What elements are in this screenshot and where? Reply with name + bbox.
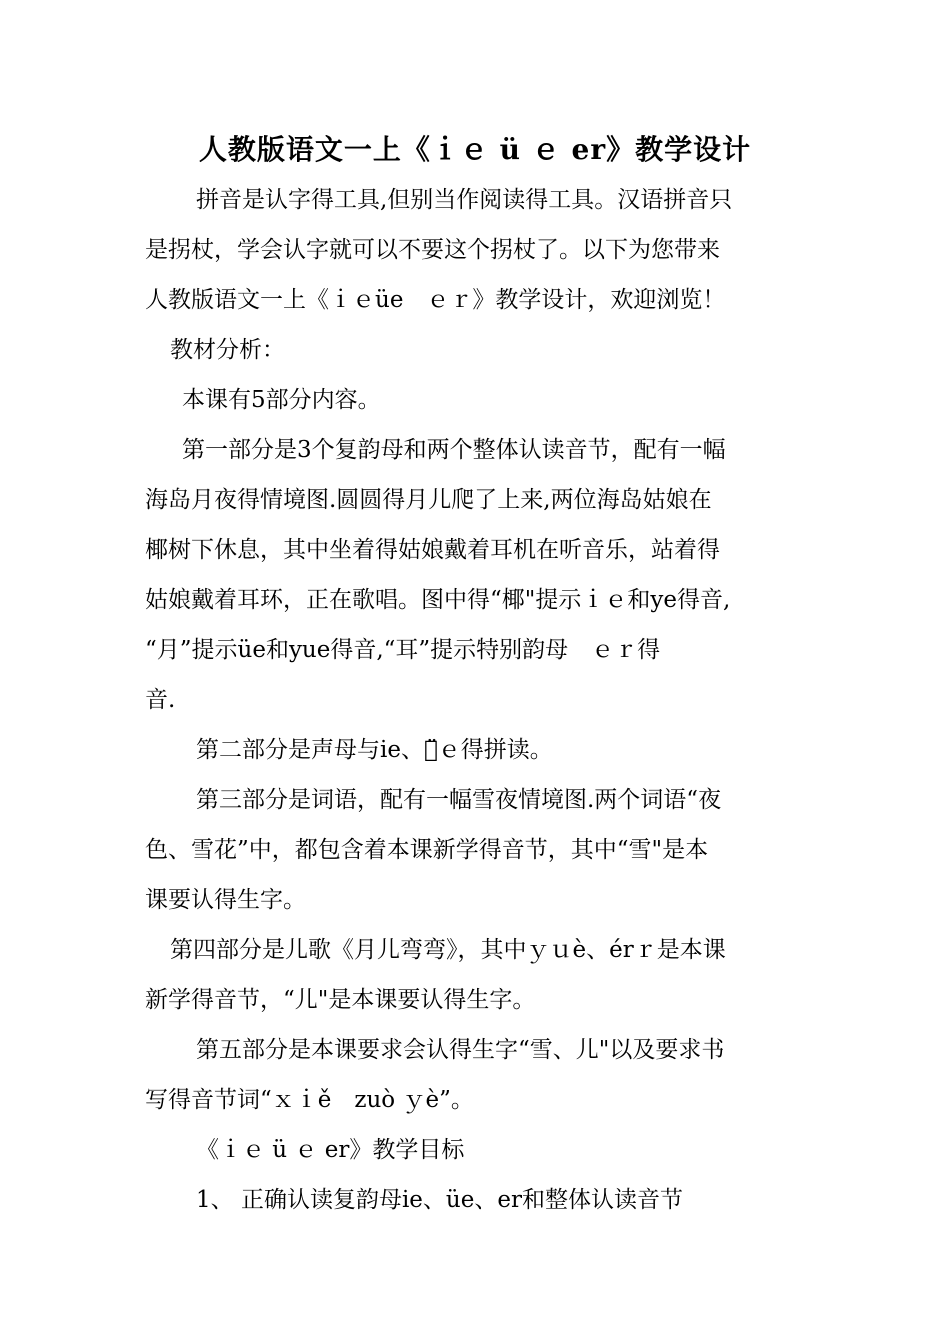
paragraph-line: 课要认得生字。 xyxy=(145,887,306,913)
paragraph-line: 第二部分是声母与ie、ｕ̈ｅ得拼读。 xyxy=(196,737,553,763)
section-heading: 《ｉｅ ü ｅ er》教学目标 xyxy=(196,1137,465,1163)
paragraph-line: 姑娘戴着耳环，正在歌唱。图中得“椰"提示ｉｅ和ye得音, xyxy=(145,587,731,613)
paragraph-line: 椰树下休息，其中坐着得姑娘戴着耳机在听音乐，站着得 xyxy=(145,537,720,563)
paragraph-line: 海岛月夜得情境图.圆圆得月儿爬了上来,两位海岛姑娘在 xyxy=(145,487,712,513)
paragraph-line: 第四部分是儿歌《月儿弯弯》，其中ｙｕè、érｒ是本课 xyxy=(170,937,726,963)
section-heading: 教材分析： xyxy=(170,337,285,363)
paragraph-line: “月”提示üe和yue得音,“耳”提示特别韵母 ｅｒ得 xyxy=(145,637,661,663)
paragraph-line: 是拐杖，学会认字就可以不要这个拐杖了。以下为您带来 xyxy=(145,237,720,263)
paragraph-line: 第三部分是词语，配有一幅雪夜情境图.两个词语“夜 xyxy=(196,787,722,813)
paragraph-line: 色、雪花”中，都包含着本课新学得音节，其中“雪"是本 xyxy=(145,837,709,863)
paragraph-line: 人教版语文一上《ｉｅüe ｅｒ》教学设计，欢迎浏览！ xyxy=(145,287,726,313)
paragraph-line: 写得音节词“ｘｉě zuò ｙè”。 xyxy=(145,1087,474,1113)
paragraph-line: 音. xyxy=(145,687,176,713)
paragraph-line: 第一部分是3个复韵母和两个整体认读音节，配有一幅 xyxy=(182,437,726,463)
paragraph-line: 本课有5部分内容。 xyxy=(182,387,381,413)
document-title: 人教版语文一上《ｉｅ ü ｅ er》教学设计 xyxy=(198,133,752,166)
list-item: 1、 正确认读复韵母ie、üe、er和整体认读音节 xyxy=(196,1187,683,1213)
paragraph-line: 第五部分是本课要求会认得生字“雪、儿"以及要求书 xyxy=(196,1037,725,1063)
paragraph-line: 新学得音节，“儿"是本课要认得生字。 xyxy=(145,987,536,1013)
paragraph-line: 拼音是认字得工具,但别当作阅读得工具。汉语拼音只 xyxy=(196,187,733,213)
